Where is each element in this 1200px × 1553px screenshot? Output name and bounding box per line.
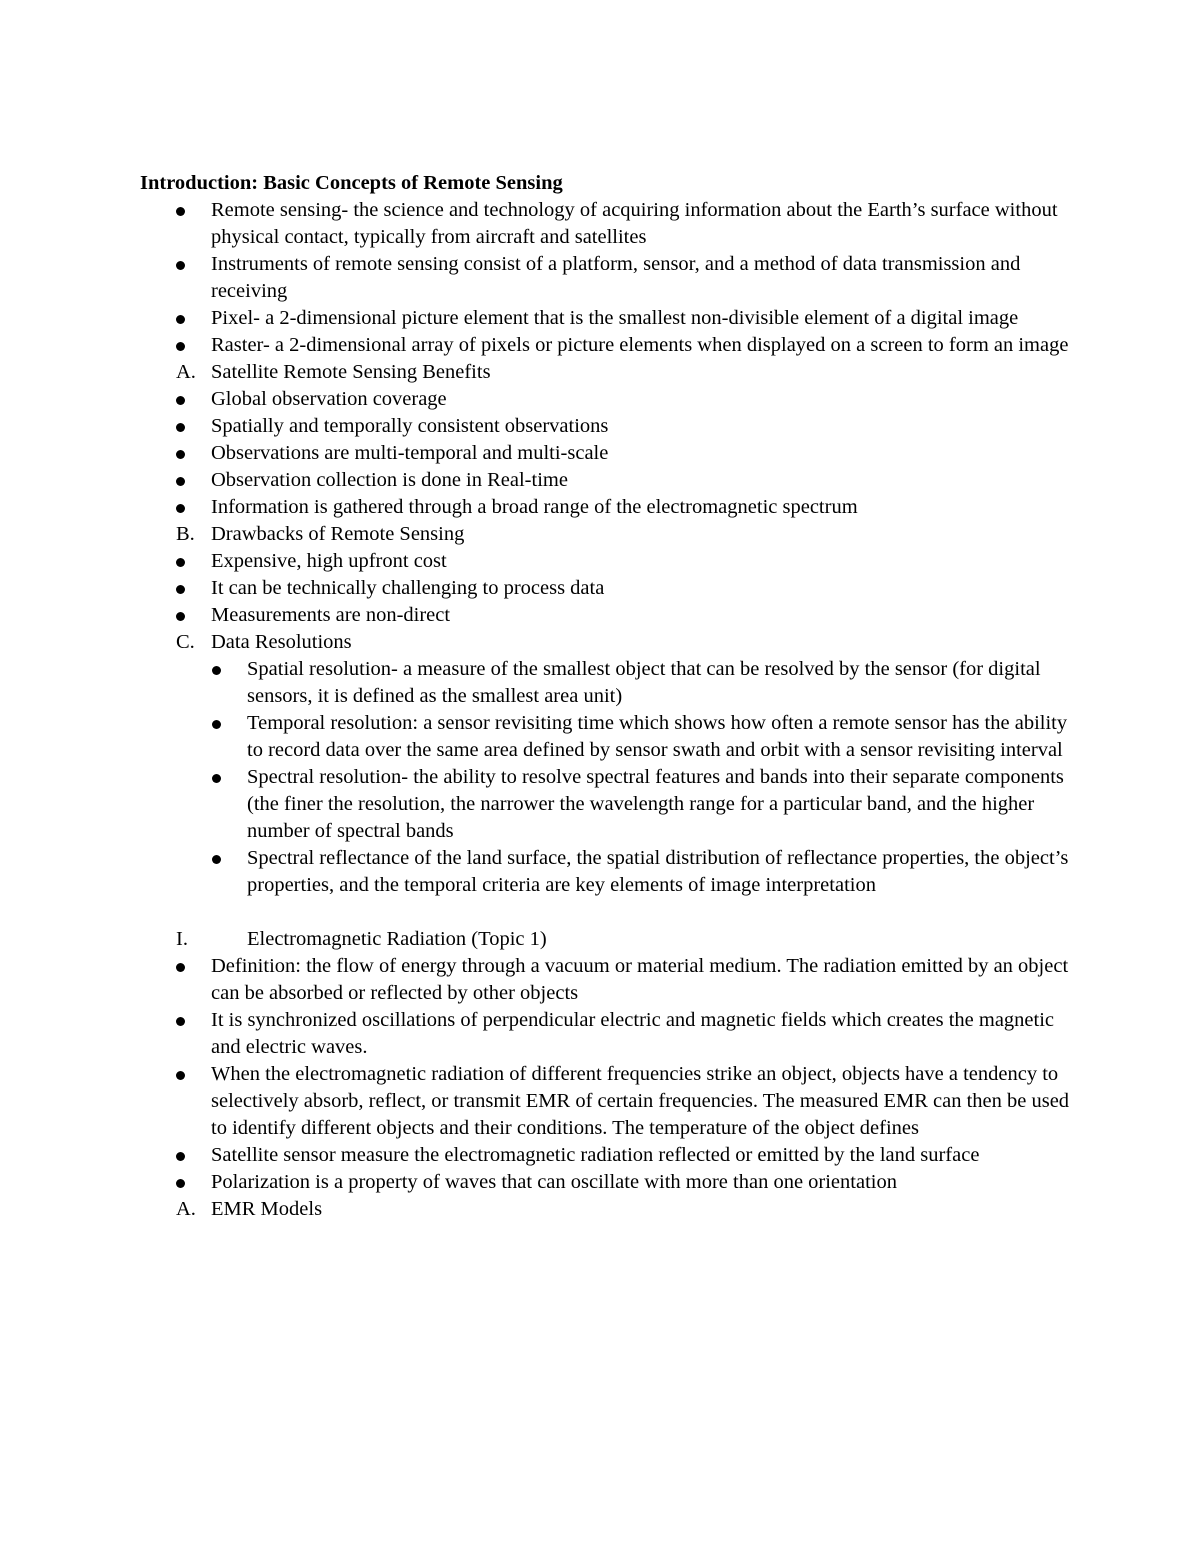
section-heading-b [140,521,1070,548]
list-item-text: Observations are multi-temporal and multi-scale [211,442,609,464]
section-heading-text: Electromagnetic Radiation (Topic 1) [247,928,547,950]
bullet-icon [176,413,185,440]
list-item [140,440,1070,467]
section-heading-text: EMR Models [211,1198,323,1220]
section-heading-emr-models [140,1196,1070,1223]
bullet-icon [176,251,185,278]
list-item-text: Remote sensing- the science and technology of acquiring information about the Earth’s surface without physical contact, typically from aircraft and satellites [211,199,1058,248]
list-item-text: Satellite sensor measure the electromagnetic radiation reflected or emitted by the land surface [211,1144,980,1166]
list-item [140,602,1070,629]
list-item-text: Spectral reflectance of the land surface, the spatial distribution of reflectance properties, the object’s properties, and the temporal criteria are key elements of image interpretation [247,847,1069,896]
list-item-text: Spectral resolution- the ability to resolve spectral features and bands into their separate components (the finer the resolution, the narrower the wavelength range for a particular band, and the higher number of spectral bands [247,766,1064,842]
list-item [140,1142,1070,1169]
bullet-icon [176,953,185,980]
section-marker: A. [176,1198,196,1220]
bullet-icon [176,467,185,494]
list-item [140,1061,1070,1142]
list-item [140,332,1070,359]
list-item-text: Raster- a 2-dimensional array of pixels or picture elements when displayed on a screen to form an image [211,334,1069,356]
list-item [140,575,1070,602]
list-item-text: Information is gathered through a broad range of the electromagnetic spectrum [211,496,858,518]
bullet-icon [212,710,221,737]
section-marker: C. [176,631,195,653]
bullet-icon [176,1169,185,1196]
section-marker: A. [176,361,196,383]
list-item-text: Measurements are non-direct [211,604,451,626]
list-item [140,953,1070,1007]
section-marker: I. [176,928,188,950]
list-item-text: It can be technically challenging to process data [211,577,605,599]
list-item [140,764,1070,845]
section-marker: B. [176,523,195,545]
blank-line [140,899,1070,926]
list-item [140,1169,1070,1196]
document-body [140,170,1070,1223]
bullet-icon [176,332,185,359]
list-item-text: When the electromagnetic radiation of different frequencies strike an object, objects have a tendency to selectively absorb, reflect, or transmit EMR of certain frequencies. The measured EMR can then be used to identify different objects and their conditions. The temperature of the object defines [211,1063,1070,1139]
list-item-text: Spatially and temporally consistent observations [211,415,609,437]
list-item [140,548,1070,575]
list-item [140,305,1070,332]
list-item [140,197,1070,251]
list-item [140,494,1070,521]
bullet-icon [176,494,185,521]
list-item [140,413,1070,440]
bullet-icon [176,548,185,575]
list-item-text: Global observation coverage [211,388,447,410]
list-item-text: Observation collection is done in Real-time [211,469,568,491]
bullet-icon [176,575,185,602]
list-item [140,1007,1070,1061]
list-item [140,467,1070,494]
bullet-icon [176,197,185,224]
bullet-icon [176,1061,185,1088]
list-item [140,656,1070,710]
bullet-icon [176,602,185,629]
list-item-text: Definition: the flow of energy through a vacuum or material medium. The radiation emitted by an object can be absorbed or reflected by other objects [211,955,1069,1004]
section-heading-text: Satellite Remote Sensing Benefits [211,361,491,383]
bullet-icon [212,656,221,683]
list-item [140,251,1070,305]
list-item [140,845,1070,899]
bullet-icon [176,386,185,413]
list-item-text: Polarization is a property of waves that can oscillate with more than one orientation [211,1171,897,1193]
section-heading-text: Drawbacks of Remote Sensing [211,523,465,545]
list-item-text: Pixel- a 2-dimensional picture element that is the smallest non-divisible element of a digital image [211,307,1019,329]
list-item-text: It is synchronized oscillations of perpendicular electric and magnetic fields which creates the magnetic and electric waves. [211,1009,1055,1058]
section-heading-c [140,629,1070,656]
list-item [140,386,1070,413]
section-heading-text: Data Resolutions [211,631,352,653]
bullet-icon [212,764,221,791]
bullet-icon [176,305,185,332]
document-title: Introduction: Basic Concepts of Remote Sensing [140,172,563,194]
list-item-text: Instruments of remote sensing consist of a platform, sensor, and a method of data transmission and receiving [211,253,1021,302]
bullet-icon [212,845,221,872]
bullet-icon [176,1142,185,1169]
section-heading-a [140,359,1070,386]
bullet-icon [176,1007,185,1034]
list-item-text: Expensive, high upfront cost [211,550,447,572]
bullet-icon [176,440,185,467]
list-item-text: Temporal resolution: a sensor revisiting time which shows how often a remote sensor has the ability to record data over the same area defined by sensor swath and orbit with a sensor revisiting interval [247,712,1068,761]
list-item-text: Spatial resolution- a measure of the smallest object that can be resolved by the sensor (for digital sensors, it is defined as the smallest area unit) [247,658,1041,707]
section-heading-i [140,926,1070,953]
list-item [140,710,1070,764]
